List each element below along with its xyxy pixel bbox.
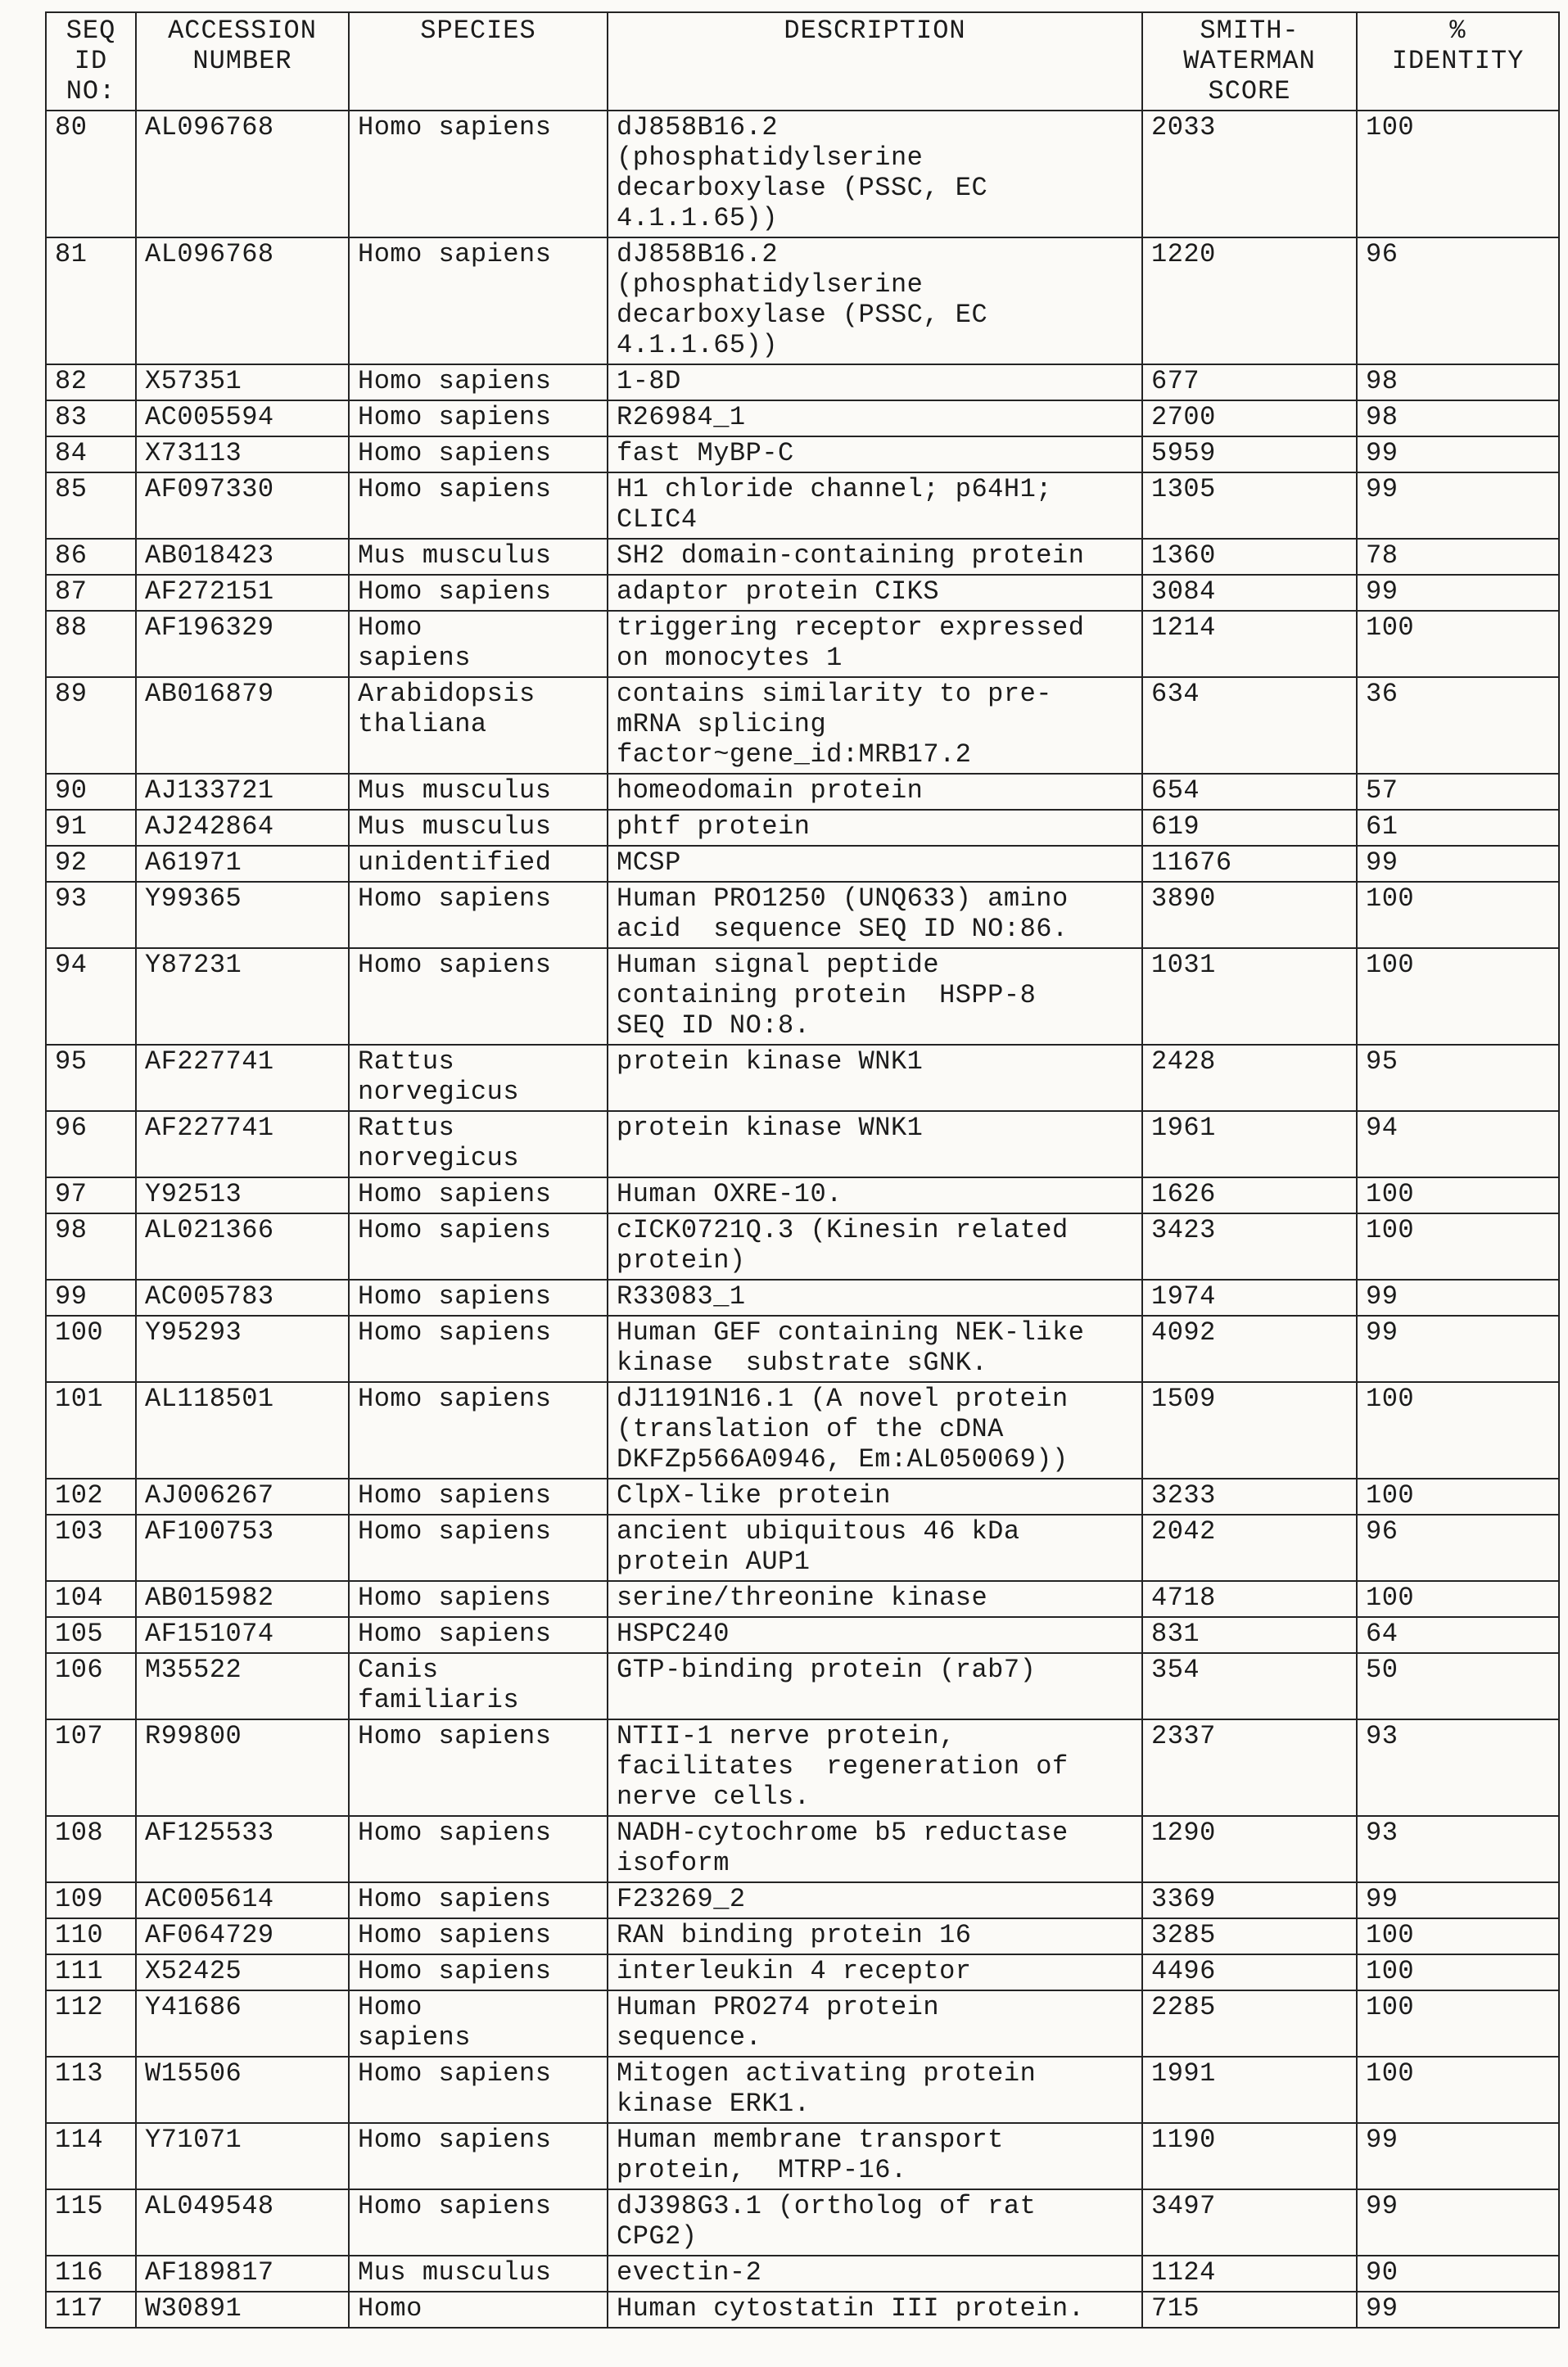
- accession-cell: AB018423: [136, 539, 349, 575]
- seq-id-cell: 105: [46, 1617, 136, 1653]
- species-cell: Homo sapiens: [349, 1954, 608, 1990]
- seq-id-cell: 89: [46, 677, 136, 774]
- table-row: [46, 1280, 1559, 1316]
- accession-cell: AJ133721: [136, 774, 349, 810]
- accession-cell: AJ006267: [136, 1479, 349, 1515]
- description-cell: ClpX-like protein: [608, 1479, 1142, 1515]
- accession-cell: AL049548: [136, 2189, 349, 2256]
- identity-cell: 100: [1357, 2057, 1559, 2123]
- accession-cell: AF097330: [136, 472, 349, 539]
- species-cell: Homo sapiens: [349, 1581, 608, 1617]
- accession-cell: AL021366: [136, 1213, 349, 1280]
- score-cell: 2033: [1142, 111, 1357, 237]
- table-row: [46, 1045, 1559, 1111]
- score-cell: 11676: [1142, 846, 1357, 882]
- description-cell: Mitogen activating protein kinase ERK1.: [608, 2057, 1142, 2123]
- table-row: [46, 1382, 1559, 1479]
- table-row: [46, 111, 1559, 237]
- table-row: [46, 677, 1559, 774]
- score-cell: 2337: [1142, 1719, 1357, 1816]
- table-row: [46, 1213, 1559, 1280]
- species-cell: Homo sapiens: [349, 882, 608, 948]
- description-cell: contains similarity to pre- mRNA splicing factor~gene_id:MRB17.2: [608, 677, 1142, 774]
- accession-cell: AL118501: [136, 1382, 349, 1479]
- accession-cell: Y41686: [136, 1990, 349, 2057]
- column-header: % IDENTITY: [1357, 12, 1559, 111]
- identity-cell: 100: [1357, 1382, 1559, 1479]
- description-cell: Human cytostatin III protein.: [608, 2292, 1142, 2328]
- table-row: [46, 2292, 1559, 2328]
- identity-cell: 100: [1357, 1213, 1559, 1280]
- description-cell: dJ858B16.2 (phosphatidylserine decarboxylase (PSSC, EC 4.1.1.65)): [608, 111, 1142, 237]
- species-cell: Homo sapiens: [349, 2057, 608, 2123]
- description-cell: SH2 domain-containing protein: [608, 539, 1142, 575]
- identity-cell: 99: [1357, 2189, 1559, 2256]
- score-cell: 3084: [1142, 575, 1357, 611]
- table-row: [46, 1918, 1559, 1954]
- header-row: [46, 12, 1559, 111]
- table-row: [46, 1617, 1559, 1653]
- score-cell: 3423: [1142, 1213, 1357, 1280]
- identity-cell: 99: [1357, 1882, 1559, 1918]
- accession-cell: Y92513: [136, 1177, 349, 1213]
- identity-cell: 99: [1357, 575, 1559, 611]
- species-cell: Homo sapiens: [349, 472, 608, 539]
- description-cell: 1-8D: [608, 364, 1142, 400]
- identity-cell: 100: [1357, 1177, 1559, 1213]
- score-cell: 2042: [1142, 1515, 1357, 1581]
- table-row: [46, 364, 1559, 400]
- identity-cell: 99: [1357, 2292, 1559, 2328]
- species-cell: Homo sapiens: [349, 2189, 608, 2256]
- species-cell: Homo sapiens: [349, 1382, 608, 1479]
- seq-id-cell: 90: [46, 774, 136, 810]
- accession-cell: Y95293: [136, 1316, 349, 1382]
- score-cell: 1974: [1142, 1280, 1357, 1316]
- score-cell: 2285: [1142, 1990, 1357, 2057]
- accession-cell: AF064729: [136, 1918, 349, 1954]
- table-row: [46, 1719, 1559, 1816]
- identity-cell: 98: [1357, 364, 1559, 400]
- description-cell: dJ1191N16.1 (A novel protein (translation of the cDNA DKFZp566A0946, Em:AL050069)): [608, 1382, 1142, 1479]
- score-cell: 3497: [1142, 2189, 1357, 2256]
- score-cell: 4496: [1142, 1954, 1357, 1990]
- seq-id-cell: 103: [46, 1515, 136, 1581]
- seq-id-cell: 81: [46, 237, 136, 364]
- accession-cell: AF125533: [136, 1816, 349, 1882]
- table-row: [46, 948, 1559, 1045]
- seq-id-cell: 86: [46, 539, 136, 575]
- identity-cell: 99: [1357, 1280, 1559, 1316]
- species-cell: Homo sapiens: [349, 1213, 608, 1280]
- description-cell: Human membrane transport protein, MTRP-16.: [608, 2123, 1142, 2189]
- seq-id-cell: 95: [46, 1045, 136, 1111]
- description-cell: H1 chloride channel; p64H1; CLIC4: [608, 472, 1142, 539]
- seq-id-cell: 92: [46, 846, 136, 882]
- table-row: [46, 611, 1559, 677]
- table-header: [46, 12, 1559, 111]
- description-cell: F23269_2: [608, 1882, 1142, 1918]
- accession-cell: AB016879: [136, 677, 349, 774]
- species-cell: Mus musculus: [349, 539, 608, 575]
- table-row: [46, 882, 1559, 948]
- table-row: [46, 436, 1559, 472]
- identity-cell: 90: [1357, 2256, 1559, 2292]
- description-cell: RAN binding protein 16: [608, 1918, 1142, 1954]
- score-cell: 354: [1142, 1653, 1357, 1719]
- score-cell: 4718: [1142, 1581, 1357, 1617]
- accession-cell: M35522: [136, 1653, 349, 1719]
- seq-id-cell: 111: [46, 1954, 136, 1990]
- seq-id-cell: 100: [46, 1316, 136, 1382]
- species-cell: Homo sapiens: [349, 1719, 608, 1816]
- table-row: [46, 2057, 1559, 2123]
- accession-cell: AL096768: [136, 237, 349, 364]
- species-cell: Homo sapiens: [349, 948, 608, 1045]
- seq-id-cell: 87: [46, 575, 136, 611]
- accession-cell: AC005783: [136, 1280, 349, 1316]
- accession-cell: AF151074: [136, 1617, 349, 1653]
- species-cell: Homo sapiens: [349, 111, 608, 237]
- seq-id-cell: 112: [46, 1990, 136, 2057]
- description-cell: GTP-binding protein (rab7): [608, 1653, 1142, 1719]
- score-cell: 654: [1142, 774, 1357, 810]
- seq-id-cell: 107: [46, 1719, 136, 1816]
- species-cell: Canis familiaris: [349, 1653, 608, 1719]
- seq-id-cell: 84: [46, 436, 136, 472]
- seq-id-cell: 93: [46, 882, 136, 948]
- accession-cell: Y99365: [136, 882, 349, 948]
- identity-cell: 99: [1357, 472, 1559, 539]
- identity-cell: 61: [1357, 810, 1559, 846]
- score-cell: 677: [1142, 364, 1357, 400]
- description-cell: serine/threonine kinase: [608, 1581, 1142, 1617]
- table-row: [46, 1882, 1559, 1918]
- score-cell: 3890: [1142, 882, 1357, 948]
- seq-id-cell: 94: [46, 948, 136, 1045]
- accession-cell: AL096768: [136, 111, 349, 237]
- score-cell: 4092: [1142, 1316, 1357, 1382]
- description-cell: phtf protein: [608, 810, 1142, 846]
- description-cell: Human OXRE-10.: [608, 1177, 1142, 1213]
- species-cell: Homo: [349, 2292, 608, 2328]
- identity-cell: 100: [1357, 882, 1559, 948]
- seq-id-cell: 88: [46, 611, 136, 677]
- score-cell: 1991: [1142, 2057, 1357, 2123]
- accession-cell: AB015982: [136, 1581, 349, 1617]
- seq-id-cell: 110: [46, 1918, 136, 1954]
- column-header: SEQ ID NO:: [46, 12, 136, 111]
- accession-cell: AF227741: [136, 1045, 349, 1111]
- species-cell: Homo sapiens: [349, 1816, 608, 1882]
- identity-cell: 100: [1357, 948, 1559, 1045]
- seq-id-cell: 116: [46, 2256, 136, 2292]
- accession-cell: X52425: [136, 1954, 349, 1990]
- seq-id-cell: 85: [46, 472, 136, 539]
- table-row: [46, 1990, 1559, 2057]
- score-cell: 1509: [1142, 1382, 1357, 1479]
- seq-id-cell: 96: [46, 1111, 136, 1177]
- identity-cell: 99: [1357, 436, 1559, 472]
- identity-cell: 100: [1357, 1990, 1559, 2057]
- description-cell: evectin-2: [608, 2256, 1142, 2292]
- identity-cell: 96: [1357, 237, 1559, 364]
- score-cell: 3233: [1142, 1479, 1357, 1515]
- score-cell: 831: [1142, 1617, 1357, 1653]
- table-row: [46, 400, 1559, 436]
- description-cell: dJ858B16.2 (phosphatidylserine decarboxylase (PSSC, EC 4.1.1.65)): [608, 237, 1142, 364]
- accession-cell: AC005614: [136, 1882, 349, 1918]
- description-cell: NADH-cytochrome b5 reductase isoform: [608, 1816, 1142, 1882]
- seq-id-cell: 82: [46, 364, 136, 400]
- table-row: [46, 1581, 1559, 1617]
- species-cell: Homo sapiens: [349, 237, 608, 364]
- column-header: DESCRIPTION: [608, 12, 1142, 111]
- identity-cell: 100: [1357, 111, 1559, 237]
- score-cell: 3285: [1142, 1918, 1357, 1954]
- species-cell: Homo sapiens: [349, 1280, 608, 1316]
- seq-id-cell: 113: [46, 2057, 136, 2123]
- score-cell: 2428: [1142, 1045, 1357, 1111]
- accession-cell: Y87231: [136, 948, 349, 1045]
- identity-cell: 100: [1357, 1479, 1559, 1515]
- seq-id-cell: 97: [46, 1177, 136, 1213]
- accession-cell: AF227741: [136, 1111, 349, 1177]
- description-cell: Human GEF containing NEK-like kinase substrate sGNK.: [608, 1316, 1142, 1382]
- seq-id-cell: 109: [46, 1882, 136, 1918]
- score-cell: 1961: [1142, 1111, 1357, 1177]
- accession-cell: AF272151: [136, 575, 349, 611]
- identity-cell: 95: [1357, 1045, 1559, 1111]
- species-cell: Homo sapiens: [349, 1918, 608, 1954]
- table-row: [46, 810, 1559, 846]
- description-cell: triggering receptor expressed on monocytes 1: [608, 611, 1142, 677]
- seq-id-cell: 101: [46, 1382, 136, 1479]
- description-cell: homeodomain protein: [608, 774, 1142, 810]
- description-cell: MCSP: [608, 846, 1142, 882]
- species-cell: Homo sapiens: [349, 400, 608, 436]
- identity-cell: 50: [1357, 1653, 1559, 1719]
- identity-cell: 100: [1357, 1918, 1559, 1954]
- description-cell: fast MyBP-C: [608, 436, 1142, 472]
- species-cell: Homo sapiens: [349, 611, 608, 677]
- species-cell: Homo sapiens: [349, 1617, 608, 1653]
- accession-cell: AF189817: [136, 2256, 349, 2292]
- seq-id-cell: 99: [46, 1280, 136, 1316]
- accession-cell: AF196329: [136, 611, 349, 677]
- table-row: [46, 472, 1559, 539]
- description-cell: HSPC240: [608, 1617, 1142, 1653]
- table-row: [46, 2256, 1559, 2292]
- species-cell: Homo sapiens: [349, 436, 608, 472]
- score-cell: 634: [1142, 677, 1357, 774]
- score-cell: 1220: [1142, 237, 1357, 364]
- table-row: [46, 575, 1559, 611]
- species-cell: Homo sapiens: [349, 2123, 608, 2189]
- species-cell: Homo sapiens: [349, 1990, 608, 2057]
- species-cell: Homo sapiens: [349, 1479, 608, 1515]
- species-cell: Homo sapiens: [349, 1316, 608, 1382]
- table-row: [46, 1515, 1559, 1581]
- seq-id-cell: 115: [46, 2189, 136, 2256]
- table-row: [46, 2189, 1559, 2256]
- identity-cell: 99: [1357, 1316, 1559, 1382]
- identity-cell: 94: [1357, 1111, 1559, 1177]
- description-cell: adaptor protein CIKS: [608, 575, 1142, 611]
- table-row: [46, 1954, 1559, 1990]
- score-cell: 1214: [1142, 611, 1357, 677]
- seq-id-cell: 98: [46, 1213, 136, 1280]
- accession-cell: X73113: [136, 436, 349, 472]
- table-row: [46, 1111, 1559, 1177]
- species-cell: unidentified: [349, 846, 608, 882]
- score-cell: 1190: [1142, 2123, 1357, 2189]
- identity-cell: 100: [1357, 1581, 1559, 1617]
- score-cell: 715: [1142, 2292, 1357, 2328]
- score-cell: 1626: [1142, 1177, 1357, 1213]
- accession-cell: X57351: [136, 364, 349, 400]
- seq-id-cell: 83: [46, 400, 136, 436]
- column-header: SPECIES: [349, 12, 608, 111]
- identity-cell: 99: [1357, 846, 1559, 882]
- identity-cell: 93: [1357, 1816, 1559, 1882]
- description-cell: protein kinase WNK1: [608, 1111, 1142, 1177]
- score-cell: 1290: [1142, 1816, 1357, 1882]
- score-cell: 1124: [1142, 2256, 1357, 2292]
- accession-cell: R99800: [136, 1719, 349, 1816]
- accession-cell: AC005594: [136, 400, 349, 436]
- table-body: [46, 111, 1559, 2328]
- identity-cell: 100: [1357, 611, 1559, 677]
- species-cell: Homo sapiens: [349, 1515, 608, 1581]
- score-cell: 2700: [1142, 400, 1357, 436]
- identity-cell: 36: [1357, 677, 1559, 774]
- seq-id-cell: 108: [46, 1816, 136, 1882]
- score-cell: 1031: [1142, 948, 1357, 1045]
- accession-cell: W30891: [136, 2292, 349, 2328]
- table-row: [46, 539, 1559, 575]
- score-cell: 1305: [1142, 472, 1357, 539]
- table-row: [46, 1816, 1559, 1882]
- table-row: [46, 1316, 1559, 1382]
- identity-cell: 57: [1357, 774, 1559, 810]
- accession-cell: AF100753: [136, 1515, 349, 1581]
- description-cell: ancient ubiquitous 46 kDa protein AUP1: [608, 1515, 1142, 1581]
- species-cell: Arabidopsis thaliana: [349, 677, 608, 774]
- description-cell: R26984_1: [608, 400, 1142, 436]
- table-row: [46, 846, 1559, 882]
- species-cell: Homo sapiens: [349, 1882, 608, 1918]
- table-row: [46, 2123, 1559, 2189]
- table-row: [46, 237, 1559, 364]
- column-header: SMITH- WATERMAN SCORE: [1142, 12, 1357, 111]
- accession-cell: Y71071: [136, 2123, 349, 2189]
- seq-id-cell: 91: [46, 810, 136, 846]
- description-cell: Human PRO274 protein sequence.: [608, 1990, 1142, 2057]
- identity-cell: 93: [1357, 1719, 1559, 1816]
- species-cell: Homo sapiens: [349, 1177, 608, 1213]
- seq-id-cell: 102: [46, 1479, 136, 1515]
- seq-id-cell: 106: [46, 1653, 136, 1719]
- identity-cell: 64: [1357, 1617, 1559, 1653]
- table-row: [46, 1177, 1559, 1213]
- description-cell: Human signal peptide containing protein HSPP-8 SEQ ID NO:8.: [608, 948, 1142, 1045]
- description-cell: NTII-1 nerve protein, facilitates regeneration of nerve cells.: [608, 1719, 1142, 1816]
- identity-cell: 78: [1357, 539, 1559, 575]
- table-row: [46, 1653, 1559, 1719]
- table-row: [46, 774, 1559, 810]
- description-cell: interleukin 4 receptor: [608, 1954, 1142, 1990]
- species-cell: Mus musculus: [349, 774, 608, 810]
- species-cell: Mus musculus: [349, 810, 608, 846]
- species-cell: Homo sapiens: [349, 575, 608, 611]
- accession-cell: A61971: [136, 846, 349, 882]
- score-cell: 5959: [1142, 436, 1357, 472]
- description-cell: protein kinase WNK1: [608, 1045, 1142, 1111]
- description-cell: dJ398G3.1 (ortholog of rat CPG2): [608, 2189, 1142, 2256]
- identity-cell: 99: [1357, 2123, 1559, 2189]
- score-cell: 1360: [1142, 539, 1357, 575]
- species-cell: Mus musculus: [349, 2256, 608, 2292]
- seq-id-cell: 80: [46, 111, 136, 237]
- species-cell: Rattus norvegicus: [349, 1045, 608, 1111]
- species-cell: Homo sapiens: [349, 364, 608, 400]
- seq-id-cell: 117: [46, 2292, 136, 2328]
- identity-cell: 98: [1357, 400, 1559, 436]
- seq-id-cell: 114: [46, 2123, 136, 2189]
- table-row: [46, 1479, 1559, 1515]
- score-cell: 619: [1142, 810, 1357, 846]
- identity-cell: 100: [1357, 1954, 1559, 1990]
- seq-id-cell: 104: [46, 1581, 136, 1617]
- species-cell: Rattus norvegicus: [349, 1111, 608, 1177]
- score-cell: 3369: [1142, 1882, 1357, 1918]
- description-cell: Human PRO1250 (UNQ633) amino acid sequence SEQ ID NO:86.: [608, 882, 1142, 948]
- sequence-homology-table: [45, 11, 1560, 2329]
- identity-cell: 96: [1357, 1515, 1559, 1581]
- description-cell: cICK0721Q.3 (Kinesin related protein): [608, 1213, 1142, 1280]
- description-cell: R33083_1: [608, 1280, 1142, 1316]
- accession-cell: AJ242864: [136, 810, 349, 846]
- column-header: ACCESSION NUMBER: [136, 12, 349, 111]
- accession-cell: W15506: [136, 2057, 349, 2123]
